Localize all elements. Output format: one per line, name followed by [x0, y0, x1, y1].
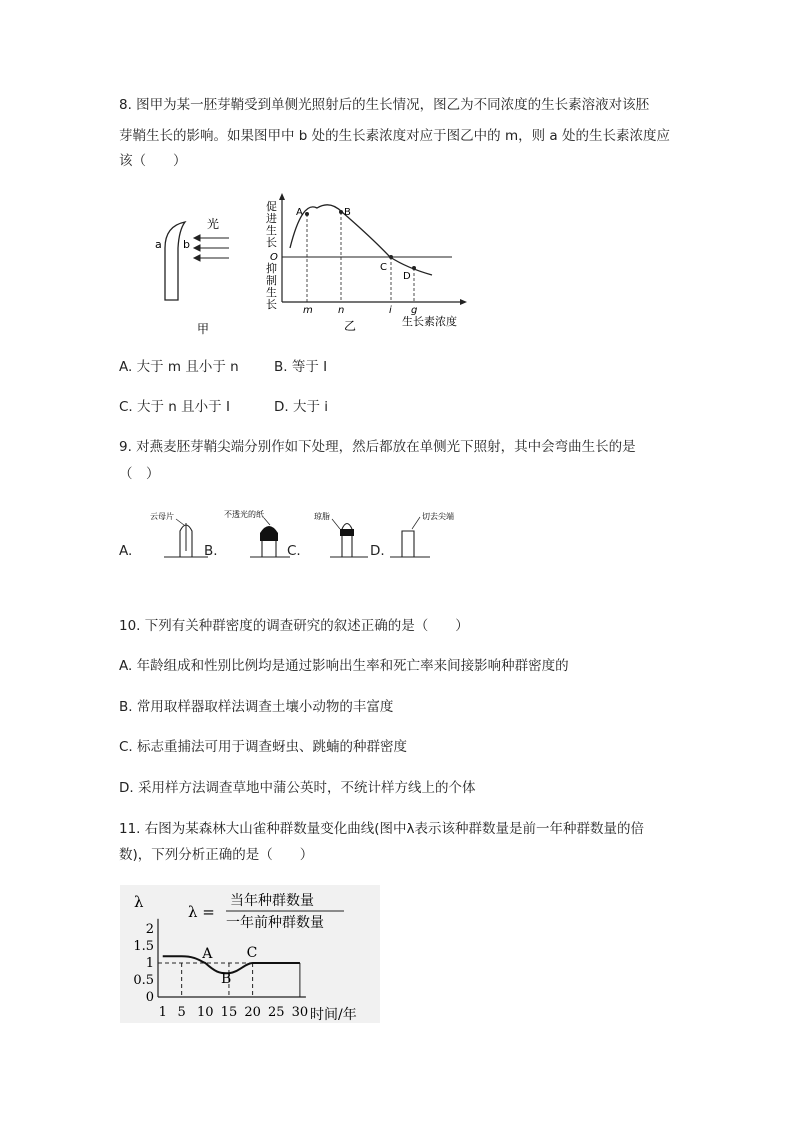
label-a: a [155, 238, 162, 251]
svg-text:云母片: 云母片 [150, 512, 174, 521]
inhibit-label [266, 261, 277, 311]
svg-text:C: C [380, 262, 387, 273]
svg-text:琼脂: 琼脂 [314, 512, 330, 521]
q8-option-d: D. 大于 i [274, 399, 329, 415]
q9-stem-line-2: （ ） [119, 466, 160, 482]
y-tick-label: 0 [145, 990, 154, 1005]
light-arrows [194, 235, 229, 261]
y-tick-label: 1 [145, 956, 154, 971]
fig-c-agar [314, 511, 368, 557]
svg-text:B: B [344, 207, 351, 218]
formula-lhs: λ = [188, 903, 215, 921]
svg-text:不透光的纸: 不透光的纸 [224, 510, 264, 519]
svg-text:n: n [338, 305, 345, 316]
point-label-b: B [220, 971, 232, 988]
label-light: 光 [207, 217, 220, 231]
q11-stem-line-1: 11. 右图为某森林大山雀种群数量变化曲线(图中λ表示该种群数量是前一年种群数量的倍 [119, 821, 645, 837]
promote-label [266, 200, 277, 249]
svg-text:切去尖端: 切去尖端 [422, 512, 454, 521]
fig-b-opaque-cap [224, 509, 290, 557]
coleoptile-shape [165, 222, 185, 300]
q8-option-a: A. 大于 m 且小于 n [119, 359, 239, 375]
svg-text:制: 制 [266, 274, 277, 287]
q9-label-a: A. [119, 543, 133, 559]
x-tick-label: 25 [267, 1005, 285, 1020]
caption-jia: 甲 [197, 322, 210, 336]
y-tick-label: 0.5 [133, 973, 154, 988]
q10-option-d: D. 采用样方法调查草地中蒲公英时，不统计样方线上的个体 [119, 780, 476, 796]
fig-d-tip-removed [390, 511, 454, 557]
svg-text:长: 长 [266, 298, 277, 311]
x-ticks [303, 305, 417, 316]
q8-stem-line-1: 8. 图甲为某一胚芽鞘受到单侧光照射后的生长情况，图乙为不同浓度的生长素溶液对该胚 [119, 97, 650, 113]
y-tick-label: 1.5 [133, 939, 154, 954]
svg-text:i: i [389, 305, 392, 316]
point-dots [305, 210, 416, 270]
svg-text:m: m [303, 305, 313, 316]
q9-figures [140, 505, 470, 565]
y-tick-label: 2 [145, 922, 154, 937]
x-axis-label: 时间/年 [310, 1007, 357, 1023]
svg-text:长: 长 [266, 236, 277, 249]
x-axis-label: 生长素浓度 [402, 315, 457, 328]
y-axis-label: λ [134, 893, 144, 911]
svg-text:g: g [411, 305, 418, 316]
svg-text:抑: 抑 [266, 262, 277, 275]
q10-stem: 10. 下列有关种群密度的调查研究的叙述正确的是（ ） [119, 618, 469, 634]
x-tick-label: 10 [197, 1005, 214, 1020]
x-tick-label: 20 [244, 1005, 261, 1020]
q9-label-b: B. [204, 543, 218, 559]
formula-denominator: 一年前种群数量 [226, 915, 324, 931]
svg-text:生: 生 [266, 286, 277, 299]
x-tick-label: 1 [158, 1005, 167, 1020]
growth-curve [290, 205, 432, 275]
point-labels [296, 207, 411, 282]
svg-text:进: 进 [266, 212, 277, 225]
point-label-c: C [246, 945, 258, 961]
x-tick-label: 15 [220, 1005, 238, 1020]
svg-text:A: A [296, 207, 303, 218]
q11-stem-line-2: 数)，下列分析正确的是（ ） [119, 847, 314, 863]
q8-option-b: B. 等于 I [274, 359, 328, 375]
svg-text:促: 促 [266, 200, 277, 213]
q9-label-d: D. [370, 543, 385, 559]
q8-stem-line-3: 该（ ） [119, 153, 187, 169]
fig-a-mica [150, 511, 208, 557]
x-tick-label: 5 [177, 1005, 186, 1020]
svg-text:生: 生 [266, 224, 277, 237]
point-label-a: A [202, 946, 213, 962]
q8-figure-jia [145, 208, 245, 338]
q10-option-a: A. 年龄组成和性别比例均是通过影响出生率和死亡率来间接影响种群密度的 [119, 658, 569, 674]
q8-option-c: C. 大于 n 且小于 I [119, 399, 230, 415]
q10-option-b: B. 常用取样器取样法调查土壤小动物的丰富度 [119, 699, 394, 715]
q11-lambda-chart [120, 885, 380, 1023]
q9-stem-line-1: 9. 对燕麦胚芽鞘尖端分别作如下处理，然后都放在单侧光下照射，其中会弯曲生长的是 [119, 439, 636, 455]
label-b: b [183, 238, 190, 251]
q8-stem-line-2: 芽鞘生长的影响。如果图甲中 b 处的生长素浓度对应于图乙中的 m，则 a 处的生长素浓度应 [119, 128, 670, 144]
q9-label-c: C. [287, 543, 301, 559]
label-O: O [270, 252, 278, 263]
caption-yi: 乙 [344, 319, 357, 333]
x-tick-label: 30 [291, 1005, 309, 1020]
svg-text:D: D [403, 271, 411, 282]
formula-numerator: 当年种群数量 [230, 893, 314, 909]
q8-figure-yi [262, 190, 477, 340]
q10-option-c: C. 标志重捕法可用于调查蚜虫、跳蝻的种群密度 [119, 739, 408, 755]
